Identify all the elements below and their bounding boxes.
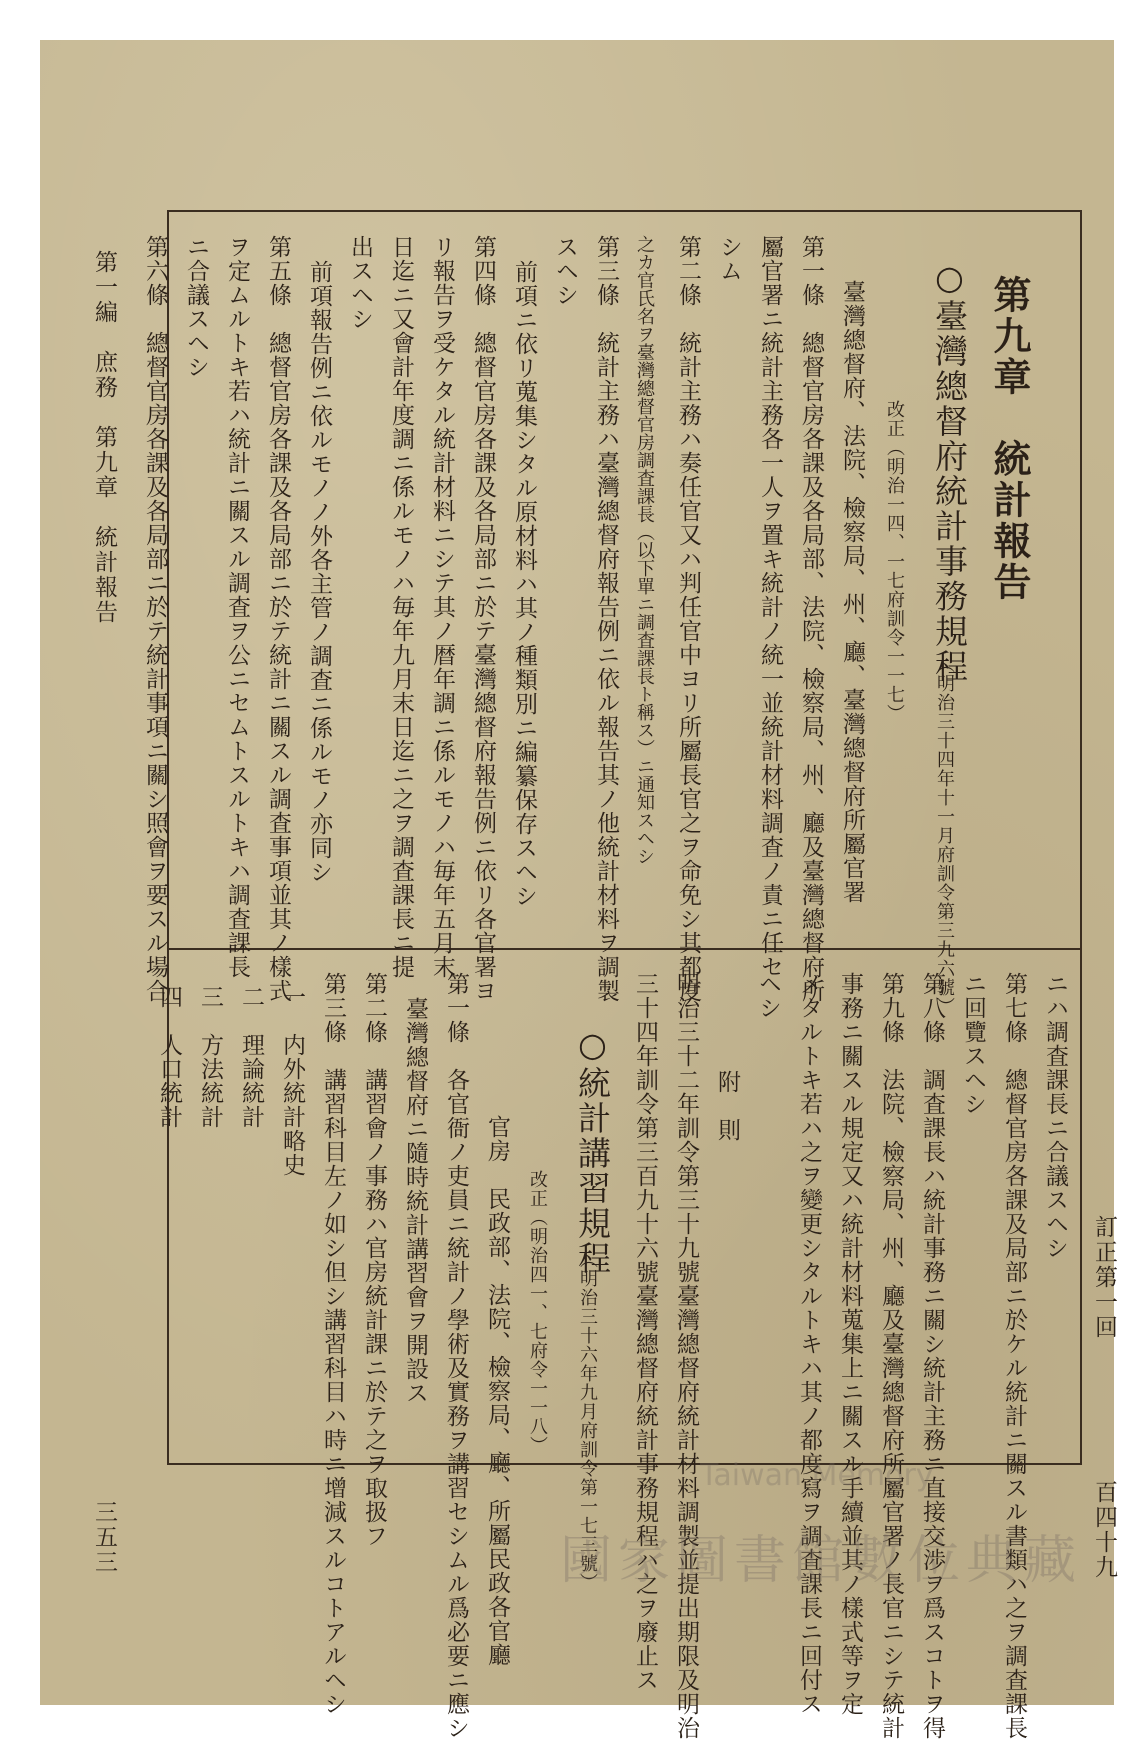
page-label: 百四十九 (1091, 1480, 1117, 1580)
chapter-title: 第九章 統計報告 (987, 275, 1032, 603)
reg1-col-13: 前項報告例ニ依ルモノノ外各主管ノ調査ニ係ルモノ亦同シ (306, 260, 332, 884)
reg2-col-6: 二 理論統計 (238, 985, 264, 1129)
supplement-line-1: 三十四年訓令第三百九十六號臺灣總督府統計事務規程ハ之ヲ廢止ス (632, 972, 658, 1692)
reg1-col-17: 第六條 總督官房各課及各局部ニ於テ統計事項ニ關シ照會ヲ要スル場合 (142, 235, 168, 1003)
reg2-col-5: 一 内外統計略史 (279, 985, 305, 1177)
reg1-col-5: 之カ官氏名ヲ臺灣總督官房調査課長（以下單ニ調査課長ト稱ス）ニ通知スヘシ (634, 235, 655, 865)
reg1-col-18: ニハ調査課長ニ合議スヘシ (1042, 972, 1068, 1260)
reg1-col-15: ヲ定ムルトキ若ハ統計ニ關スル調査ヲ公ニセムトスルトキハ調査課長 (224, 235, 250, 979)
watermark-text: 國家圖書館數位典藏 (560, 1531, 1083, 1591)
reg1-col-24: メタルトキ若ハ之ヲ變更シタルトキハ其ノ都度寫ヲ調査課長ニ回付ス (796, 972, 822, 1716)
reg1-col-4: 第二條 統計主務ハ奏任官又ハ判任官中ヨリ所屬長官之ヲ命免シ其都度 (675, 235, 701, 1003)
reg1-col-8: 前項ニ依リ蒐集シタル原材料ハ其ノ種類別ニ編纂保存スヘシ (511, 260, 537, 908)
reg2-col-7: 三 方法統計 (197, 985, 223, 1129)
page-number: 三五三 (91, 1500, 117, 1575)
reg2-col-0: 官房 民政部、法院、檢察局、廳、所屬民政各官廳 (484, 1115, 510, 1667)
reg1-amend-note: 改正（明治一四、一七府訓令一一七） (884, 400, 905, 723)
reg1-col-2: 屬官署ニ統計主務各一人ヲ置キ統計ノ統一並統計材料調査ノ責ニ任セ (757, 235, 783, 979)
reg1-col-20: ニ回覽スヘシ (960, 972, 986, 1116)
watermark-english: Taiwan Memory (700, 1458, 934, 1493)
reg1-col-0: 臺灣總督府、法院、檢察局、州、廳、臺灣總督府所屬官署 (839, 280, 865, 904)
reg2-col-3: 第二條 講習會ノ事務ハ官房統計課ニ於テ之ヲ取扱フ (361, 972, 387, 1548)
reg2-col-8: 四 人口統計 (156, 985, 182, 1129)
reg1-col-21: 第八條 調査課長ハ統計事務ニ關シ統計主務ニ直接交渉ヲ爲スコトヲ得 (919, 972, 945, 1740)
reg1-col-3: シム (716, 235, 742, 283)
reg1-col-10: リ報告ヲ受ケタル統計材料ニシテ其ノ暦年調ニ係ルモノハ毎年五月末 (429, 235, 455, 979)
reg1-issue-note: （明治三十四年十一月府訓令第三九六號） (934, 655, 955, 1016)
scanned-page (40, 40, 1117, 1740)
reg1-col-11: 日迄ニ又會計年度調ニ係ルモノハ毎年九月末日迄ニ之ヲ調査課長ニ提 (388, 235, 414, 979)
reg2-col-2: 臺灣總督府ニ隨時統計講習會ヲ開設ス (402, 997, 428, 1405)
reg1-col-12: 出スヘシ (347, 235, 373, 331)
reg2-amend-note: 改正（明治四一、七府令一一八） (527, 1170, 548, 1455)
supplement-heading: 附 則 (714, 1070, 740, 1142)
reg1-title: ○臺灣總督府統計事務規程 (930, 258, 969, 684)
reg2-col-1: 第一條 各官衙ノ吏員ニ統計ノ學術及實務ヲ講習セシムル爲必要ニ應シ (443, 972, 469, 1740)
reg1-col-16: ニ合議スヘシ (183, 235, 209, 379)
reg1-col-23: 事務ニ關スル規定又ハ統計材料蒐集上ニ關スル手續並其ノ樣式等ヲ定 (837, 972, 863, 1716)
revision-header: 訂正第一回 (1091, 1215, 1117, 1340)
reg1-col-1: 第一條 總督官房各課及各局部、法院、檢察局、州、廳及臺灣總督府所 (798, 235, 824, 1003)
reg2-title: ○統計講習規程 (573, 1025, 612, 1276)
reg1-col-19: 第七條 總督官房各課及局部ニ於ケル統計ニ關スル書類ハ之ヲ調査課長 (1001, 972, 1027, 1740)
reg1-col-14: 第五條 總督官房各課及各局部ニ於テ統計ニ關スル調査事項並其ノ樣式 (265, 235, 291, 1003)
reg1-col-9: 第四條 總督官房各課及各局部ニ於テ臺灣總督府報告例ニ依リ各官署ヨ (470, 235, 496, 1003)
reg2-issue-note: （明治三十六年九月府訓令第一七三號） (577, 1250, 598, 1592)
reg1-col-22: 第九條 法院、檢察局、州、廳及臺灣總督府所屬官署ノ長官ニシテ統計 (878, 972, 904, 1740)
reg1-col-7: スヘシ (552, 235, 578, 307)
reg1-col-25: ヘシ (755, 972, 781, 1020)
reg1-col-6: 第三條 統計主務ハ臺灣總督府報告例ニ依ル報告其ノ他統計材料ヲ調製 (593, 235, 619, 1003)
supplement-line-0: 明治三十二年訓令第三十九號臺灣總督府統計材料調製並提出期限及明治 (673, 972, 699, 1740)
running-title: 第一編 庶務 第九章 統計報告 (91, 250, 117, 625)
reg2-col-4: 第三條 講習科目左ノ如シ但シ講習科目ハ時ニ增減スルコトアルヘシ (320, 972, 346, 1716)
